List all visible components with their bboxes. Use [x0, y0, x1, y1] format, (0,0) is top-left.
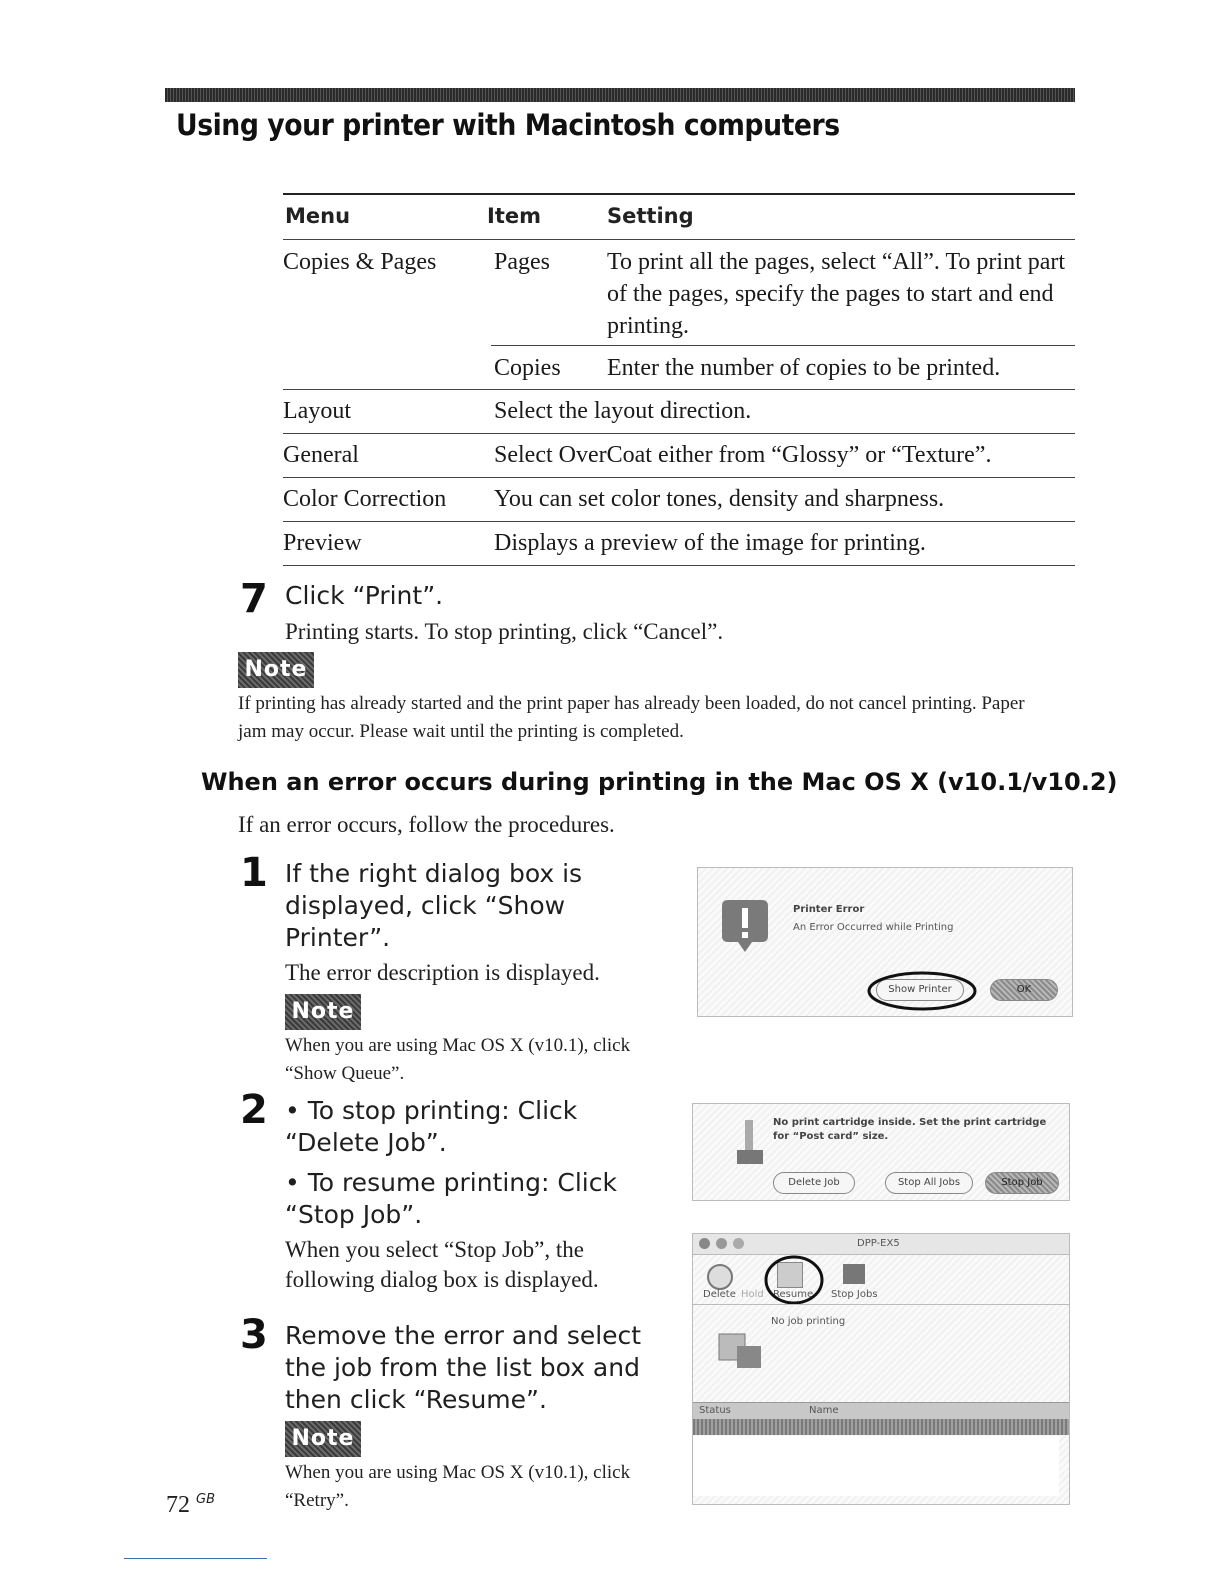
setting-color-correction: You can set color tones, density and sharpness.	[494, 486, 945, 512]
step-7-number: 7	[240, 576, 268, 622]
step-1-text: The error description is displayed.	[285, 960, 600, 985]
setting-copies: Enter the number of copies to be printed.	[607, 355, 1001, 381]
close-window-icon[interactable]	[699, 1238, 710, 1249]
print-queue-window	[692, 1233, 1070, 1505]
toolbar-divider	[693, 1304, 1069, 1305]
highlight-circle	[866, 970, 978, 1012]
setting-layout: Select the layout direction.	[494, 398, 752, 424]
note-badge-1: Note	[238, 652, 314, 688]
step-3-number: 3	[240, 1312, 268, 1358]
window-title-bar	[693, 1234, 1069, 1255]
sub-row-divider	[491, 345, 1075, 346]
step-3-note: When you are using Mac OS X (v10.1), click “Retry”.	[285, 1462, 631, 1511]
step-7-title: Click “Print”.	[285, 581, 444, 610]
step-1-note: When you are using Mac OS X (v10.1), click “Show Queue”.	[285, 1035, 631, 1084]
note-badge-2: Note	[285, 994, 361, 1030]
setting-pages: To print all the pages, select “All”. To print part of the pages, specify the pages to start and end printing.	[607, 249, 1066, 339]
section-title: When an error occurs during printing in the Mac OS X (v10.1/v10.2)	[201, 768, 1118, 796]
resume-highlight-circle	[763, 1254, 825, 1306]
note-badge-3: Note	[285, 1421, 361, 1457]
header-item: Item	[487, 204, 541, 228]
step-2-bullet-2: • To resume printing: Click “Stop Job”.	[285, 1168, 617, 1229]
step-2-text: When you select “Stop Job”, the following dialog box is displayed.	[285, 1237, 599, 1292]
title-bar-rule	[165, 88, 1075, 102]
table-header-row	[283, 195, 1075, 240]
footer-rule	[124, 1558, 267, 1559]
step-7-text: Printing starts. To stop printing, click “Cancel”.	[285, 619, 724, 644]
step-2-bullet-1: • To stop printing: Click “Delete Job”.	[285, 1096, 578, 1157]
delete-icon[interactable]	[707, 1264, 733, 1290]
delete-job-button[interactable]: Delete Job	[773, 1172, 855, 1194]
table-row-color-correction	[283, 478, 1075, 522]
menu-color-correction: Color Correction	[283, 486, 447, 512]
status-column-header[interactable]: Status	[699, 1405, 731, 1416]
menu-copies-pages: Copies & Pages	[283, 249, 437, 275]
cartridge-error-dialog	[692, 1103, 1070, 1201]
dialog-1-title: Printer Error	[793, 904, 865, 915]
menu-layout: Layout	[283, 398, 351, 424]
delete-label: Delete	[703, 1289, 736, 1300]
printer-queue-icon	[715, 1328, 765, 1372]
page-number-value: 72	[166, 1492, 190, 1518]
hold-label: Hold	[741, 1289, 764, 1300]
menu-general: General	[283, 442, 359, 468]
selected-job-row[interactable]	[693, 1419, 1069, 1435]
queue-status: No job printing	[771, 1316, 846, 1327]
window-title: DPP-EX5	[857, 1238, 900, 1249]
setting-general: Select OverCoat either from “Glossy” or “Texture”.	[494, 442, 992, 468]
page-number	[166, 1492, 215, 1519]
settings-table	[283, 193, 1075, 566]
stop-jobs-label: Stop Jobs	[831, 1289, 878, 1300]
item-copies: Copies	[494, 355, 561, 381]
stop-job-button[interactable]: Stop Job	[985, 1172, 1059, 1194]
ok-button[interactable]: OK	[990, 979, 1058, 1001]
step-1-number: 1	[240, 850, 268, 896]
page-title: Using your printer with Macintosh computers	[176, 108, 840, 142]
minimize-window-icon[interactable]	[716, 1238, 727, 1249]
name-column-header[interactable]: Name	[809, 1405, 839, 1416]
resume-label: Resume	[773, 1289, 814, 1300]
printer-error-dialog	[697, 867, 1073, 1017]
table-row-copies-pages	[283, 240, 1075, 390]
dialog-1-message: An Error Occurred while Printing	[793, 922, 954, 933]
dialog-2-message: No print cartridge inside. Set the print cartridge for “Post card” size.	[773, 1117, 1047, 1142]
step-2-number: 2	[240, 1087, 268, 1133]
printer-icon	[735, 1118, 765, 1168]
note-1-text: If printing has already started and the print paper has already been loaded, do not cancel printing. Paper jam may occur. Please wait until the printing is completed.	[238, 693, 1025, 742]
table-row-layout	[283, 390, 1075, 434]
alert-icon	[720, 896, 770, 954]
page-number-suffix: GB	[196, 1492, 215, 1507]
job-list-box[interactable]	[693, 1436, 1059, 1496]
item-pages: Pages	[494, 249, 550, 275]
header-setting: Setting	[607, 204, 694, 228]
zoom-window-icon[interactable]	[733, 1238, 744, 1249]
section-intro: If an error occurs, follow the procedures.	[238, 812, 615, 837]
table-row-preview	[283, 522, 1075, 566]
menu-preview: Preview	[283, 530, 362, 556]
header-menu: Menu	[285, 204, 351, 228]
step-3-title: Remove the error and select the job from the list box and then click “Resume”.	[285, 1321, 642, 1414]
stop-jobs-icon[interactable]	[843, 1264, 865, 1284]
setting-preview: Displays a preview of the image for printing.	[494, 530, 926, 556]
step-1-title: If the right dialog box is displayed, click “Show Printer”.	[285, 859, 583, 952]
stop-all-jobs-button[interactable]: Stop All Jobs	[885, 1172, 973, 1194]
table-row-general	[283, 434, 1075, 478]
show-printer-button[interactable]: Show Printer	[876, 979, 964, 1001]
list-header	[693, 1402, 1069, 1419]
